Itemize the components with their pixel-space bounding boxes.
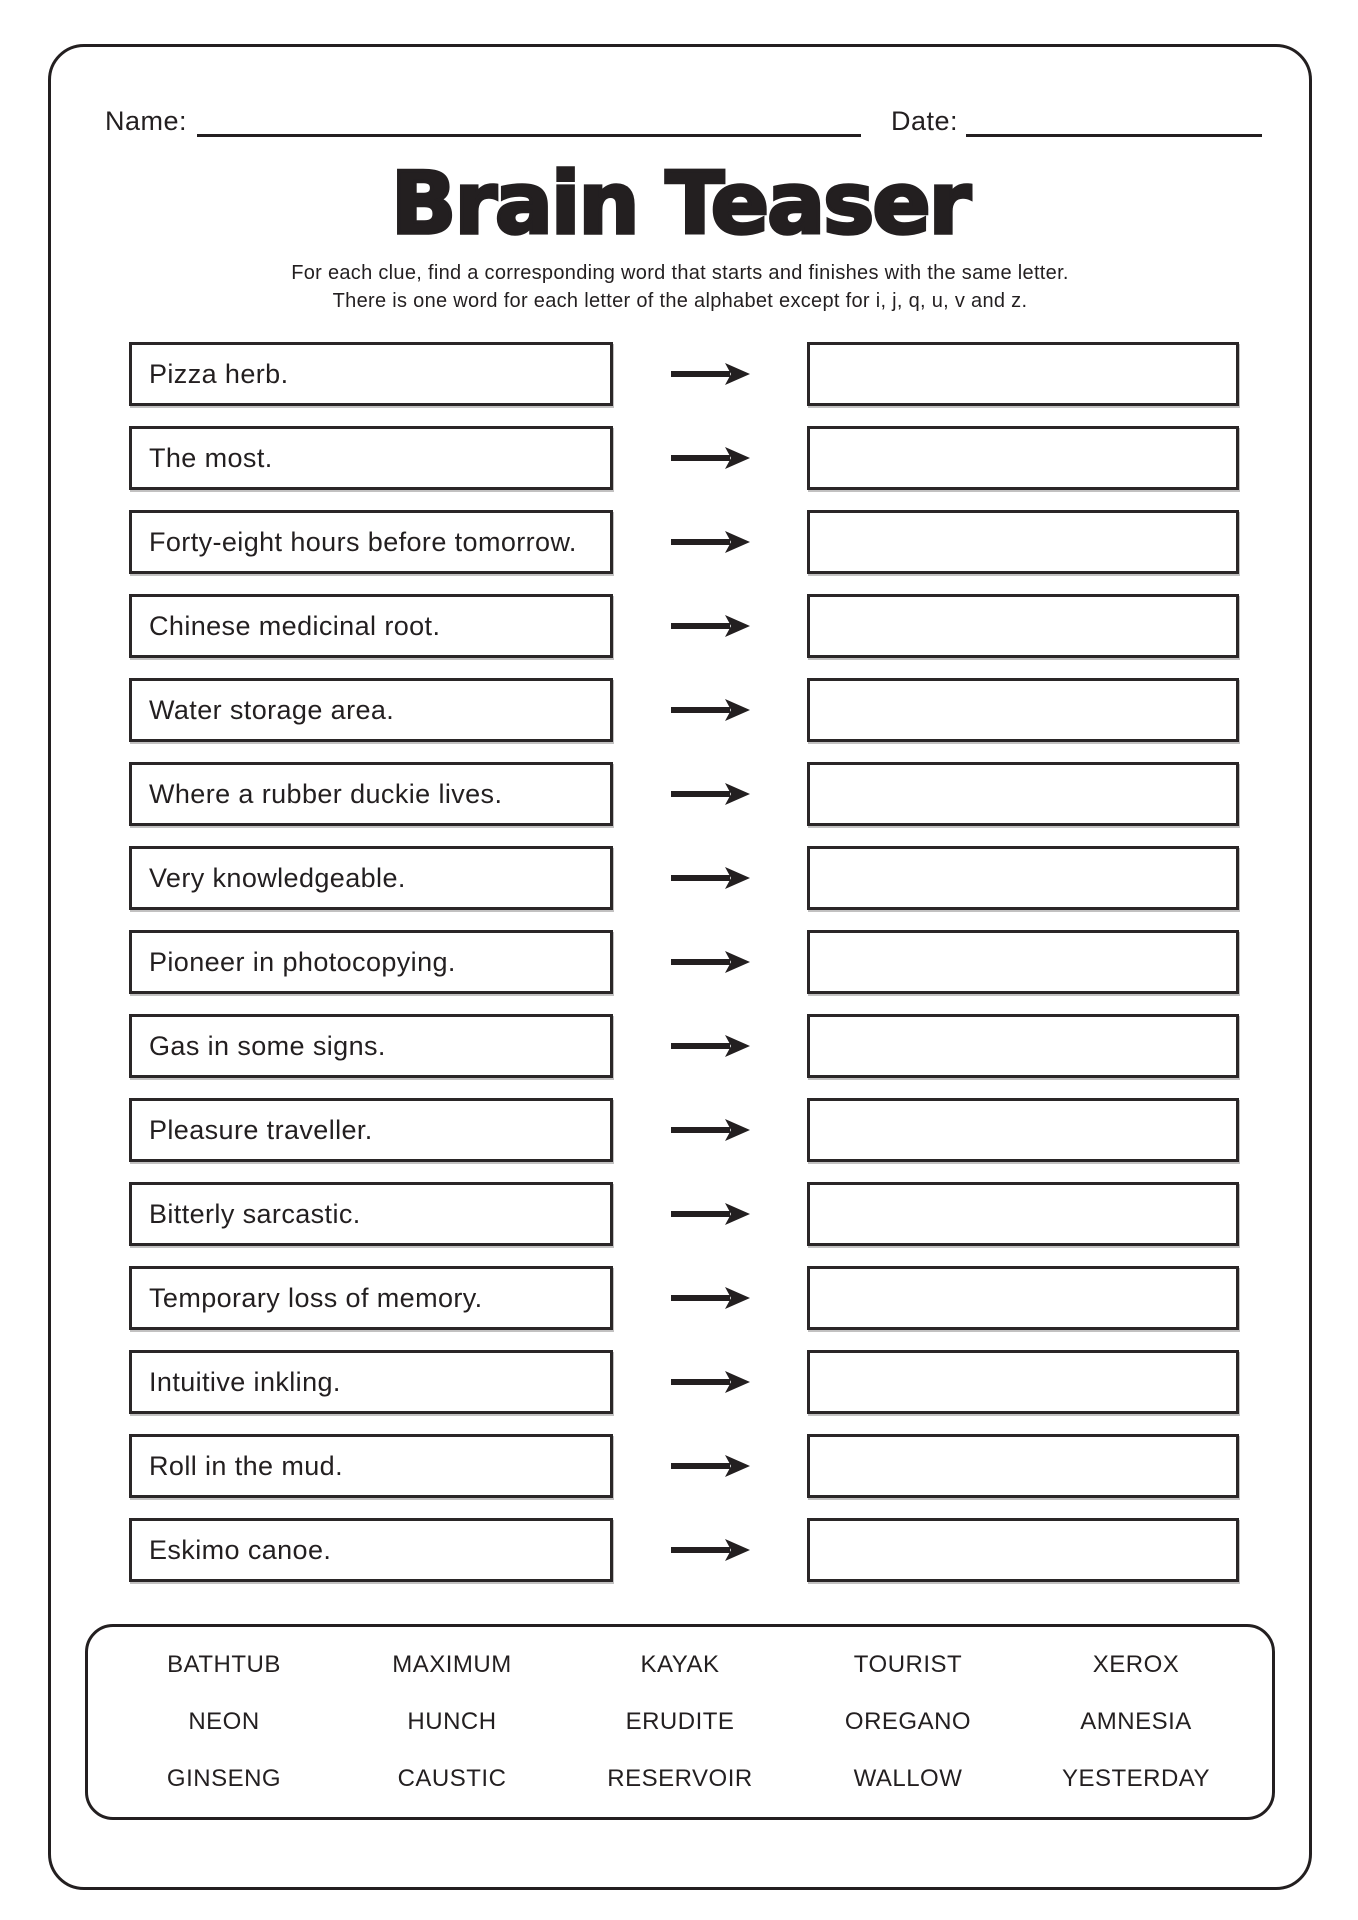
arrow-right-icon bbox=[613, 949, 807, 975]
arrow-right-icon bbox=[613, 1201, 807, 1227]
clue-text: Pleasure traveller. bbox=[149, 1114, 373, 1145]
clue-text: The most. bbox=[149, 442, 273, 473]
word-bank-item: KAYAK bbox=[640, 1651, 720, 1679]
clue-row bbox=[129, 1434, 1239, 1498]
clue-box bbox=[129, 762, 613, 826]
clue-row bbox=[129, 930, 1239, 994]
clue-row bbox=[129, 1266, 1239, 1330]
date-label: Date: bbox=[890, 106, 958, 136]
answer-box[interactable] bbox=[807, 510, 1239, 574]
answer-box[interactable] bbox=[807, 1350, 1239, 1414]
clue-text: Roll in the mud. bbox=[149, 1450, 343, 1481]
clue-text: Where a rubber duckie lives. bbox=[149, 778, 503, 809]
word-bank-item: GINSENG bbox=[166, 1764, 282, 1792]
clue-box bbox=[129, 846, 613, 910]
word-bank-item: NEON bbox=[188, 1707, 260, 1735]
answer-box[interactable] bbox=[807, 342, 1239, 406]
clue-row bbox=[129, 1098, 1239, 1162]
instructions-line-1: For each clue, find a corresponding word that starts and finishes with the same letter. bbox=[291, 262, 1069, 284]
header-row bbox=[105, 105, 1262, 137]
clue-row bbox=[129, 1182, 1239, 1246]
clue-row bbox=[129, 426, 1239, 490]
clue-text: Pioneer in photocopying. bbox=[149, 946, 456, 977]
arrow-right-icon bbox=[613, 781, 807, 807]
clue-text: Forty-eight hours before tomorrow. bbox=[149, 526, 577, 557]
arrow-right-icon bbox=[613, 1537, 807, 1563]
word-bank-item: BATHTUB bbox=[167, 1651, 281, 1679]
clue-row bbox=[129, 762, 1239, 826]
arrow-right-icon bbox=[613, 445, 807, 471]
clue-text: Water storage area. bbox=[149, 694, 395, 725]
clue-row bbox=[129, 1014, 1239, 1078]
clue-row bbox=[129, 510, 1239, 574]
answer-box[interactable] bbox=[807, 846, 1239, 910]
arrow-right-icon bbox=[613, 697, 807, 723]
clue-box bbox=[129, 1350, 613, 1414]
clue-box bbox=[129, 1518, 613, 1582]
answer-box[interactable] bbox=[807, 678, 1239, 742]
clue-row bbox=[129, 1518, 1239, 1582]
instructions bbox=[51, 259, 1309, 315]
answer-box[interactable] bbox=[807, 1518, 1239, 1582]
page-border bbox=[48, 44, 1312, 1890]
answer-box[interactable] bbox=[807, 1182, 1239, 1246]
clue-box bbox=[129, 678, 613, 742]
clue-row bbox=[129, 846, 1239, 910]
name-input-line[interactable] bbox=[197, 105, 861, 137]
arrow-right-icon bbox=[613, 613, 807, 639]
clue-box bbox=[129, 342, 613, 406]
name-label: Name: bbox=[105, 106, 188, 136]
clue-text: Intuitive inkling. bbox=[149, 1366, 341, 1397]
arrow-right-icon bbox=[613, 1453, 807, 1479]
arrow-right-icon bbox=[613, 1117, 807, 1143]
word-bank-item: HUNCH bbox=[407, 1707, 497, 1735]
clue-text: Eskimo canoe. bbox=[149, 1534, 332, 1565]
answer-box[interactable] bbox=[807, 1266, 1239, 1330]
clue-row bbox=[129, 342, 1239, 406]
answer-box[interactable] bbox=[807, 426, 1239, 490]
word-bank-item: TOURIST bbox=[853, 1651, 963, 1679]
word-bank-item: OREGANO bbox=[844, 1707, 972, 1735]
clue-box bbox=[129, 1266, 613, 1330]
clue-row bbox=[129, 1350, 1239, 1414]
clue-box bbox=[129, 1014, 613, 1078]
answer-box[interactable] bbox=[807, 1434, 1239, 1498]
word-bank-item: RESERVOIR bbox=[607, 1764, 753, 1792]
instructions-line-2: There is one word for each letter of the alphabet except for i, j, q, u, v and z. bbox=[332, 290, 1028, 312]
word-bank-item: CAUSTIC bbox=[397, 1764, 507, 1792]
word-bank-item: YESTERDAY bbox=[1061, 1764, 1211, 1792]
word-bank bbox=[85, 1624, 1275, 1820]
clue-box bbox=[129, 930, 613, 994]
clue-text: Gas in some signs. bbox=[149, 1030, 386, 1061]
arrow-right-icon bbox=[613, 361, 807, 387]
word-bank-item: AMNESIA bbox=[1080, 1707, 1192, 1735]
answer-box[interactable] bbox=[807, 1014, 1239, 1078]
word-bank-item: WALLOW bbox=[853, 1764, 963, 1792]
clue-box bbox=[129, 426, 613, 490]
clue-row bbox=[129, 594, 1239, 658]
word-bank-item: ERUDITE bbox=[625, 1707, 735, 1735]
clue-text: Bitterly sarcastic. bbox=[149, 1198, 361, 1229]
clue-text: Chinese medicinal root. bbox=[149, 610, 441, 641]
arrow-right-icon bbox=[613, 1033, 807, 1059]
clue-rows bbox=[129, 342, 1239, 1582]
word-bank-item: MAXIMUM bbox=[392, 1651, 512, 1679]
clue-box bbox=[129, 1098, 613, 1162]
clue-box bbox=[129, 510, 613, 574]
answer-box[interactable] bbox=[807, 594, 1239, 658]
clue-box bbox=[129, 1182, 613, 1246]
answer-box[interactable] bbox=[807, 1098, 1239, 1162]
answer-box[interactable] bbox=[807, 930, 1239, 994]
answer-box[interactable] bbox=[807, 762, 1239, 826]
clue-row bbox=[129, 678, 1239, 742]
clue-box bbox=[129, 1434, 613, 1498]
clue-text: Very knowledgeable. bbox=[149, 862, 406, 893]
arrow-right-icon bbox=[613, 865, 807, 891]
word-bank-item: XEROX bbox=[1092, 1651, 1180, 1679]
arrow-right-icon bbox=[613, 1369, 807, 1395]
page-title: Brain Teaser bbox=[390, 154, 970, 254]
arrow-right-icon bbox=[613, 1285, 807, 1311]
clue-text: Pizza herb. bbox=[149, 358, 289, 389]
clue-text: Temporary loss of memory. bbox=[149, 1282, 483, 1313]
date-input-line[interactable] bbox=[966, 105, 1262, 137]
arrow-right-icon bbox=[613, 529, 807, 555]
clue-box bbox=[129, 594, 613, 658]
